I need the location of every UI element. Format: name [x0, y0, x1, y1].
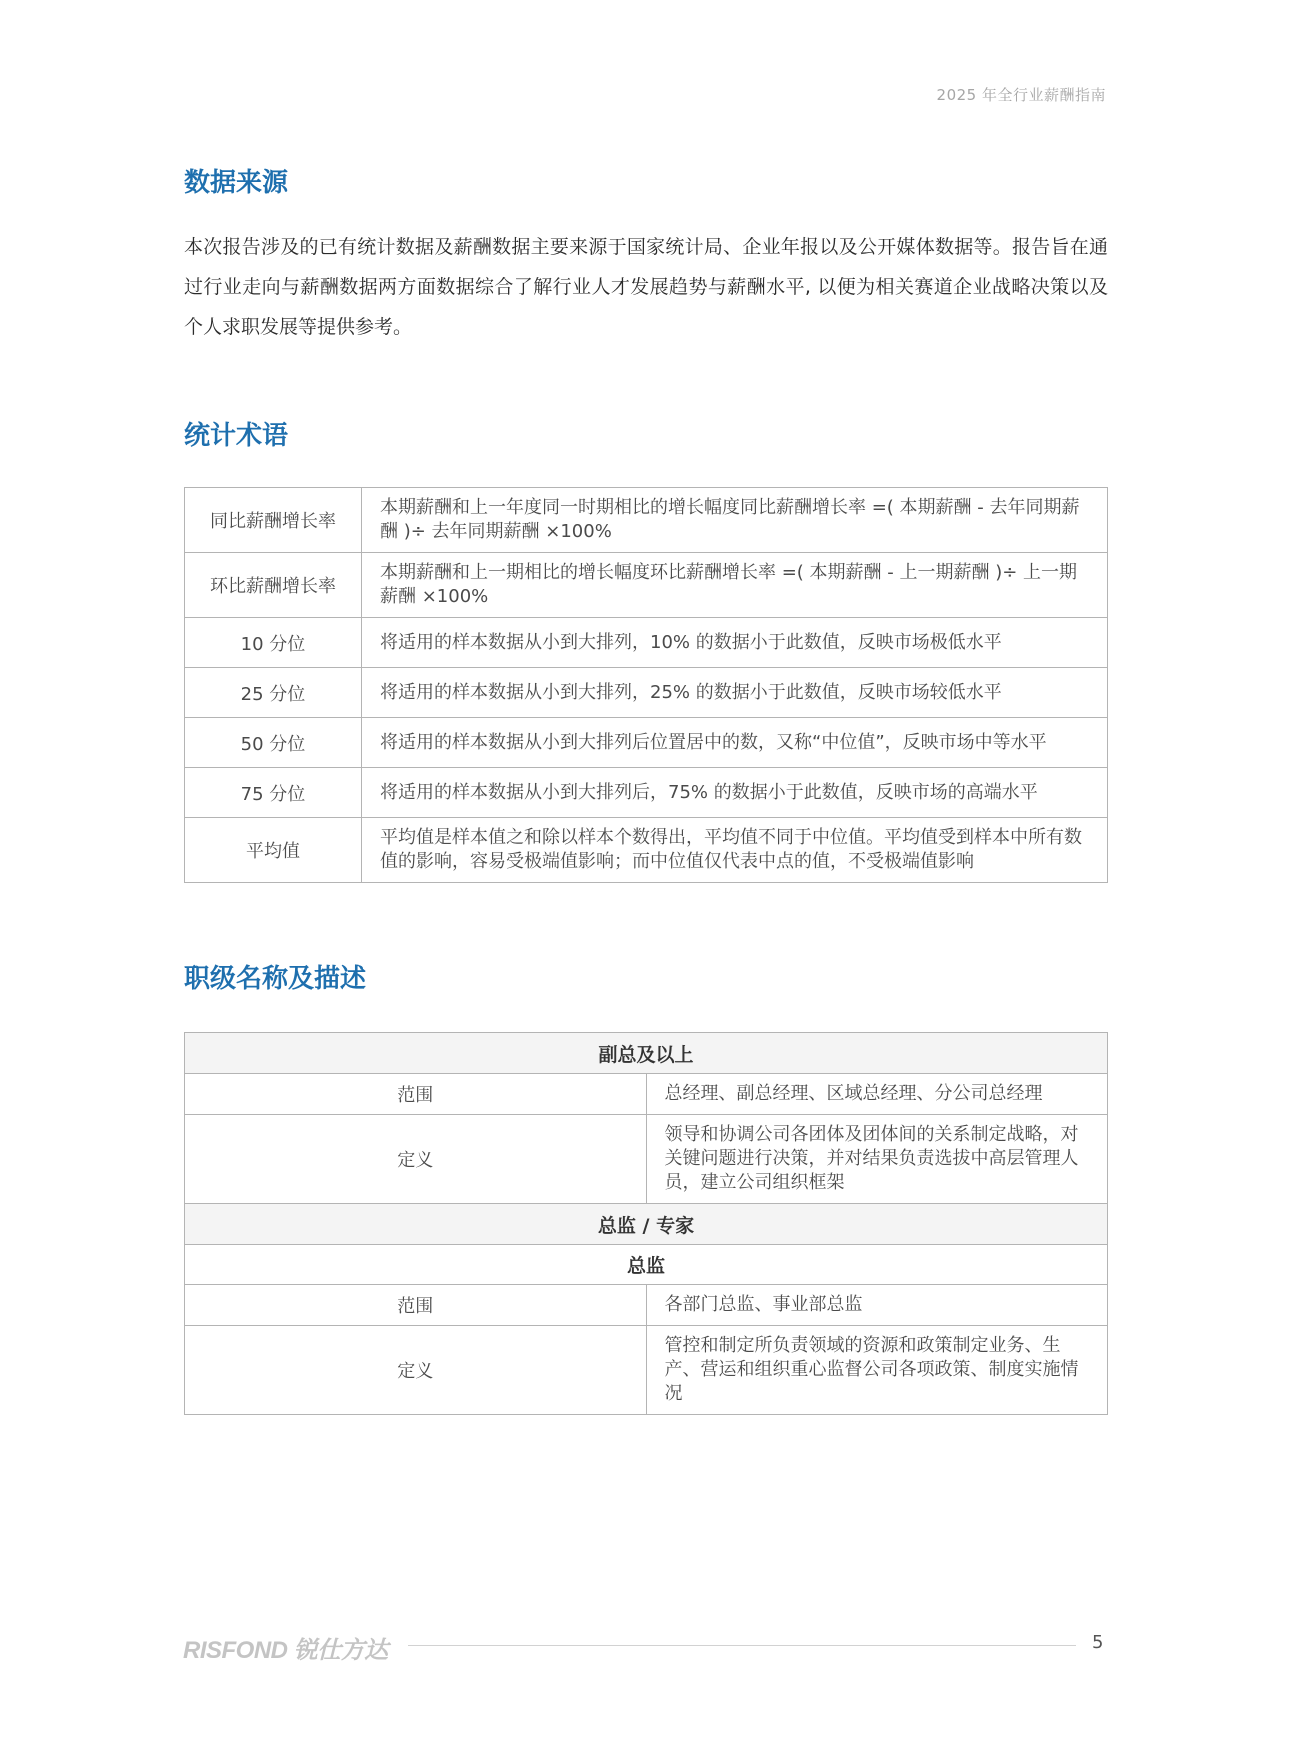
scope-value: 各部门总监、事业部总监 [646, 1285, 1108, 1326]
term-cell: 平均值 [185, 818, 362, 883]
running-header: 2025 年全行业薪酬指南 [936, 86, 1106, 104]
table-row [185, 618, 1108, 668]
table-row [185, 1245, 1108, 1285]
level-group-heading: 总监 / 专家 [185, 1204, 1108, 1245]
table-row [185, 768, 1108, 818]
definition-label: 定义 [185, 1326, 647, 1415]
term-cell: 10 分位 [185, 618, 362, 668]
scope-label: 范围 [185, 1074, 647, 1115]
term-cell: 25 分位 [185, 668, 362, 718]
term-cell: 75 分位 [185, 768, 362, 818]
level-subgroup-heading: 总监 [185, 1245, 1108, 1285]
description-cell: 将适用的样本数据从小到大排列后，75% 的数据小于此数值，反映市场的高端水平 [362, 768, 1108, 818]
term-cell: 50 分位 [185, 718, 362, 768]
description-cell: 将适用的样本数据从小到大排列，25% 的数据小于此数值，反映市场较低水平 [362, 668, 1108, 718]
definition-label: 定义 [185, 1115, 647, 1204]
table-row [185, 668, 1108, 718]
page-number: 5 [1092, 1632, 1104, 1653]
description-cell: 本期薪酬和上一年度同一时期相比的增长幅度同比薪酬增长率 =( 本期薪酬 - 去年同期薪酬 )÷ 去年同期薪酬 ×100% [362, 488, 1108, 553]
data-source-heading: 数据来源 [184, 168, 289, 198]
table-row [185, 1204, 1108, 1245]
table-row [185, 1115, 1108, 1204]
table-row [185, 1074, 1108, 1115]
table-row [185, 1285, 1108, 1326]
data-source-paragraph: 本次报告涉及的已有统计数据及薪酬数据主要来源于国家统计局、企业年报以及公开媒体数据等。报告旨在通过行业走向与薪酬数据两方面数据综合了解行业人才发展趋势与薪酬水平, 以便为相关赛道企业战略决策以及个人求职发展等提供参考。 [184, 236, 1108, 338]
term-cell: 环比薪酬增长率 [185, 553, 362, 618]
term-cell: 同比薪酬增长率 [185, 488, 362, 553]
table-row [185, 1326, 1108, 1415]
scope-value: 总经理、副总经理、区域总经理、分公司总经理 [646, 1074, 1108, 1115]
description-cell: 将适用的样本数据从小到大排列，10% 的数据小于此数值，反映市场极低水平 [362, 618, 1108, 668]
table-row [185, 553, 1108, 618]
description-cell: 将适用的样本数据从小到大排列后位置居中的数，又称“中位值”，反映市场中等水平 [362, 718, 1108, 768]
level-group-heading: 副总及以上 [185, 1033, 1108, 1074]
description-cell: 平均值是样本值之和除以样本个数得出，平均值不同于中位值。平均值受到样本中所有数值的影响，容易受极端值影响；而中位值仅代表中点的值，不受极端值影响 [362, 818, 1108, 883]
job-levels-table [184, 1032, 1108, 1415]
scope-label: 范围 [185, 1285, 647, 1326]
description-cell: 本期薪酬和上一期相比的增长幅度环比薪酬增长率 =( 本期薪酬 - 上一期薪酬 )÷ 上一期薪酬 ×100% [362, 553, 1108, 618]
footer-divider [408, 1645, 1076, 1646]
table-row [185, 488, 1108, 553]
table-row [185, 818, 1108, 883]
stat-terms-table [184, 487, 1108, 883]
definition-value: 管控和制定所负责领域的资源和政策制定业务、生产、营运和组织重心监督公司各项政策、制度实施情况 [646, 1326, 1108, 1415]
brand-logo: RISFOND 锐仕方达 [183, 1637, 388, 1664]
definition-value: 领导和协调公司各团体及团体间的关系制定战略，对关键问题进行决策，并对结果负责选拔中高层管理人员，建立公司组织框架 [646, 1115, 1108, 1204]
table-row [185, 718, 1108, 768]
stat-terms-heading: 统计术语 [184, 421, 289, 451]
job-levels-heading: 职级名称及描述 [184, 964, 367, 994]
table-row [185, 1033, 1108, 1074]
